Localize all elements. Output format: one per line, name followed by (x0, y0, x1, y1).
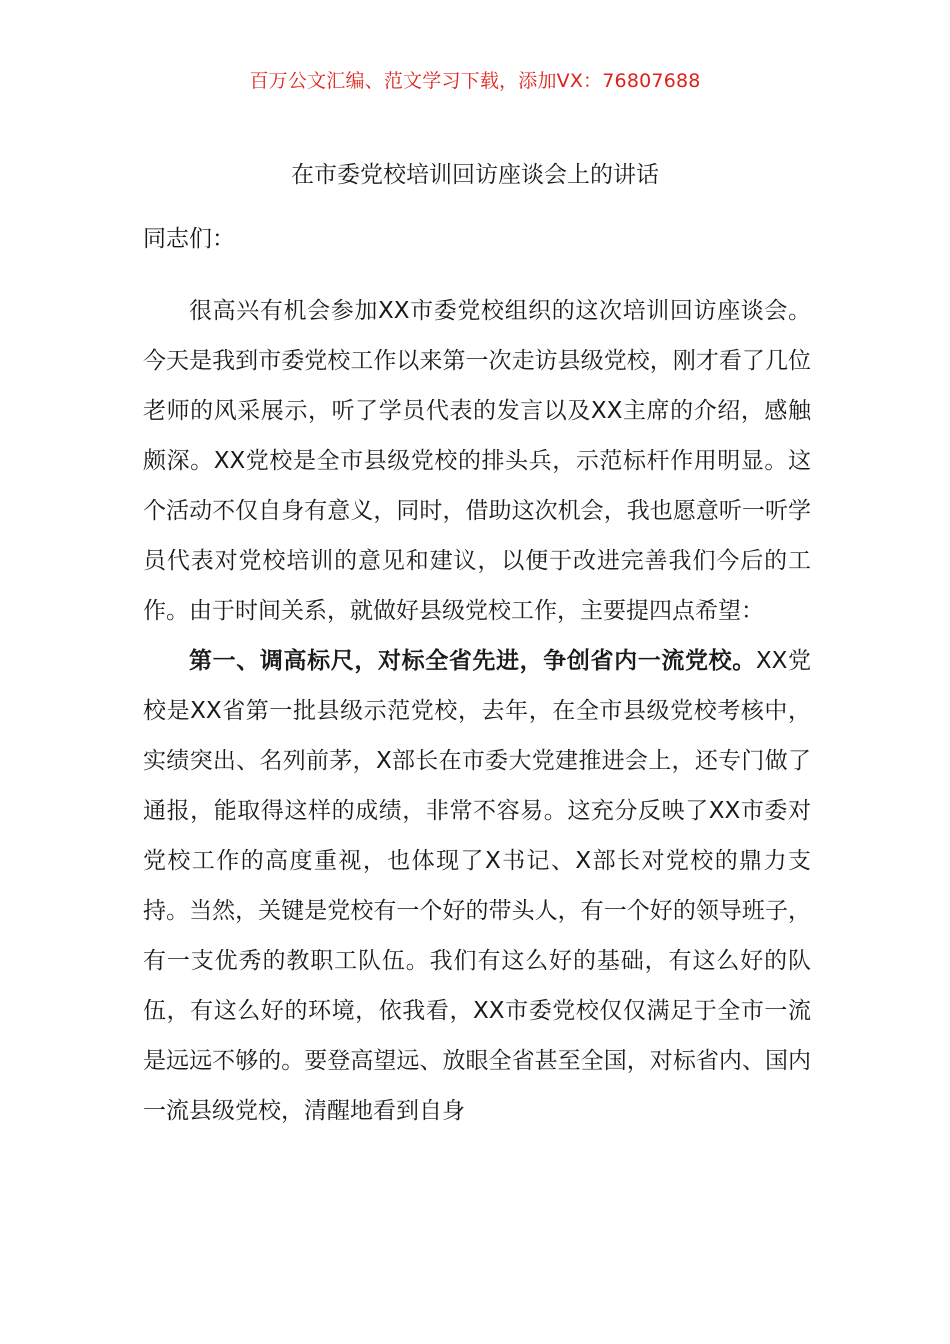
paragraph-point-one-heading: 第一、调高标尺，对标全省先进，争创省内一流党校。 (189, 648, 756, 674)
paragraph-point-one (143, 636, 811, 1136)
salutation: 同志们： (143, 226, 235, 252)
header-watermark-note: 百万公文汇编、范文学习下载，添加VX：76807688 (249, 70, 701, 92)
paragraph-intro-text: 很高兴有机会参加XX市委党校组织的这次培训回访座谈会。今天是我到市委党校工作以来第一次走访县级党校，刚才看了几位老师的风采展示，听了学员代表的发言以及XX主席的介绍，感触颇深。XX党校是全市县级党校的排头兵，示范标杆作用明显。这个活动不仅自身有意义，同时，借助这次机会，我也愿意听一听学员代表对党校培训的意见和建议，以便于改进完善我们今后的工作。由于时间关系，就做好县级党校工作，主要提四点希望： (143, 298, 811, 624)
document-body (143, 286, 811, 1136)
paragraph-intro (143, 286, 811, 636)
document-title: 在市委党校培训回访座谈会上的讲话 (291, 162, 659, 188)
paragraph-point-one-text: XX党校是XX省第一批县级示范党校，去年，在全市县级党校考核中，实绩突出、名列前茅，X部长在市委大党建推进会上，还专门做了通报，能取得这样的成绩，非常不容易。这充分反映了XX市委对党校工作的高度重视，也体现了X书记、X部长对党校的鼎力支持。当然，关键是党校有一个好的带头人，有一个好的领导班子，有一支优秀的教职工队伍。我们有这么好的基础，有这么好的队伍，有这么好的环境，依我看，XX市委党校仅仅满足于全市一流是远远不够的。要登高望远、放眼全省甚至全国，对标省内、国内一流县级党校，清醒地看到自身 (143, 648, 812, 1124)
